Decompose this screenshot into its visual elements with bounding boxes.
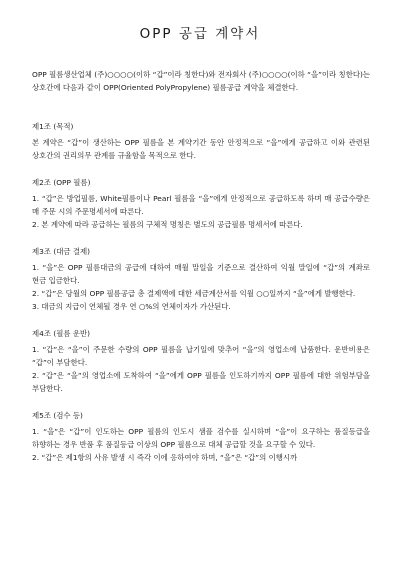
article-3 [32,245,370,313]
article-clause: 1. “을”은 “갑”이 인도하는 OPP 필름의 인도시 샘플 검수를 실시하며 “을”이 요구하는 품질등급을 하향하는 경우 반품 후 품질등급 이상의 OPP 필름으로 대체 공급할 것을 요구할 수 있다. [32,427,370,449]
article-5 [32,409,370,464]
intro-paragraph: OPP 필름생산업체 (주)○○○○(이하 “갑”이라 칭한다)와 전자회사 (주)○○○○(이하 “을”이라 칭한다)는 상호간에 다음과 같이 OPP(Oriented PolyPropylene) 필름공급 계약을 체결한다. [32,70,370,92]
article-clause: 2. “갑”은 제1항의 사유 발생 시 즉각 이에 응하여야 하며, “을”은 “갑”의 이행시까 [32,453,298,462]
article-clause: 2. “갑”은 “을”의 영업소에 도착하여 “을”에게 OPP 필름을 인도하기까지 OPP 필름에 대한 위험부담을 부담한다. [32,371,370,393]
article-heading: 제2조 (OPP 필름) [32,178,91,187]
article-heading: 제3조 (대금 결제) [32,247,91,256]
article-clause: 1. “을”은 OPP 필름대금의 공급에 대하여 매월 말일을 기준으로 결산하여 익월 말일에 “갑”의 계좌로 현금 입금한다. [32,263,370,285]
article-clause: 2. 본 계약에 따라 공급하는 필름의 구체적 명칭은 별도의 공급필름 명세서에 따른다. [32,220,303,229]
article-clause: 1. “갑”은 “을”이 주문한 수량의 OPP 필름을 납기일에 맞추어 “을”의 영업소에 납품한다. 운반비용은 “갑”이 부담한다. [32,345,370,367]
article-2 [32,176,370,231]
article-heading: 제1조 (목적) [32,122,74,131]
article-4 [32,327,370,395]
article-heading: 제4조 (필름 운반) [32,329,91,338]
article-clause: 1. “갑”은 방업필름, White필름이나 Pearl 필름을 “을”에게 안정적으로 공급하도록 하며 매 공급수량은 매 주문 시의 주문명세서에 따른다. [32,194,370,216]
article-clause: 3. 대금의 지급이 연체될 경우 연 ○%의 연체이자가 가산된다. [32,302,231,311]
article-1 [32,120,370,162]
article-heading: 제5조 (검수 등) [32,411,83,420]
article-clause: 2. “갑”은 당월의 OPP 필름공급 총 결제액에 대한 세금계산서를 익월 ○○일까지 “을”에게 발행한다. [32,289,356,298]
article-clause: 본 계약은 “갑”이 생산하는 OPP 필름을 본 계약기간 동안 안정적으로 “을”에게 공급하고 이와 관련된 상호간의 권리의무 관계를 규율함을 목적으로 한다. [32,138,370,160]
document-title: OPP 공급 계약서 [139,26,261,42]
contract-body [32,68,370,478]
